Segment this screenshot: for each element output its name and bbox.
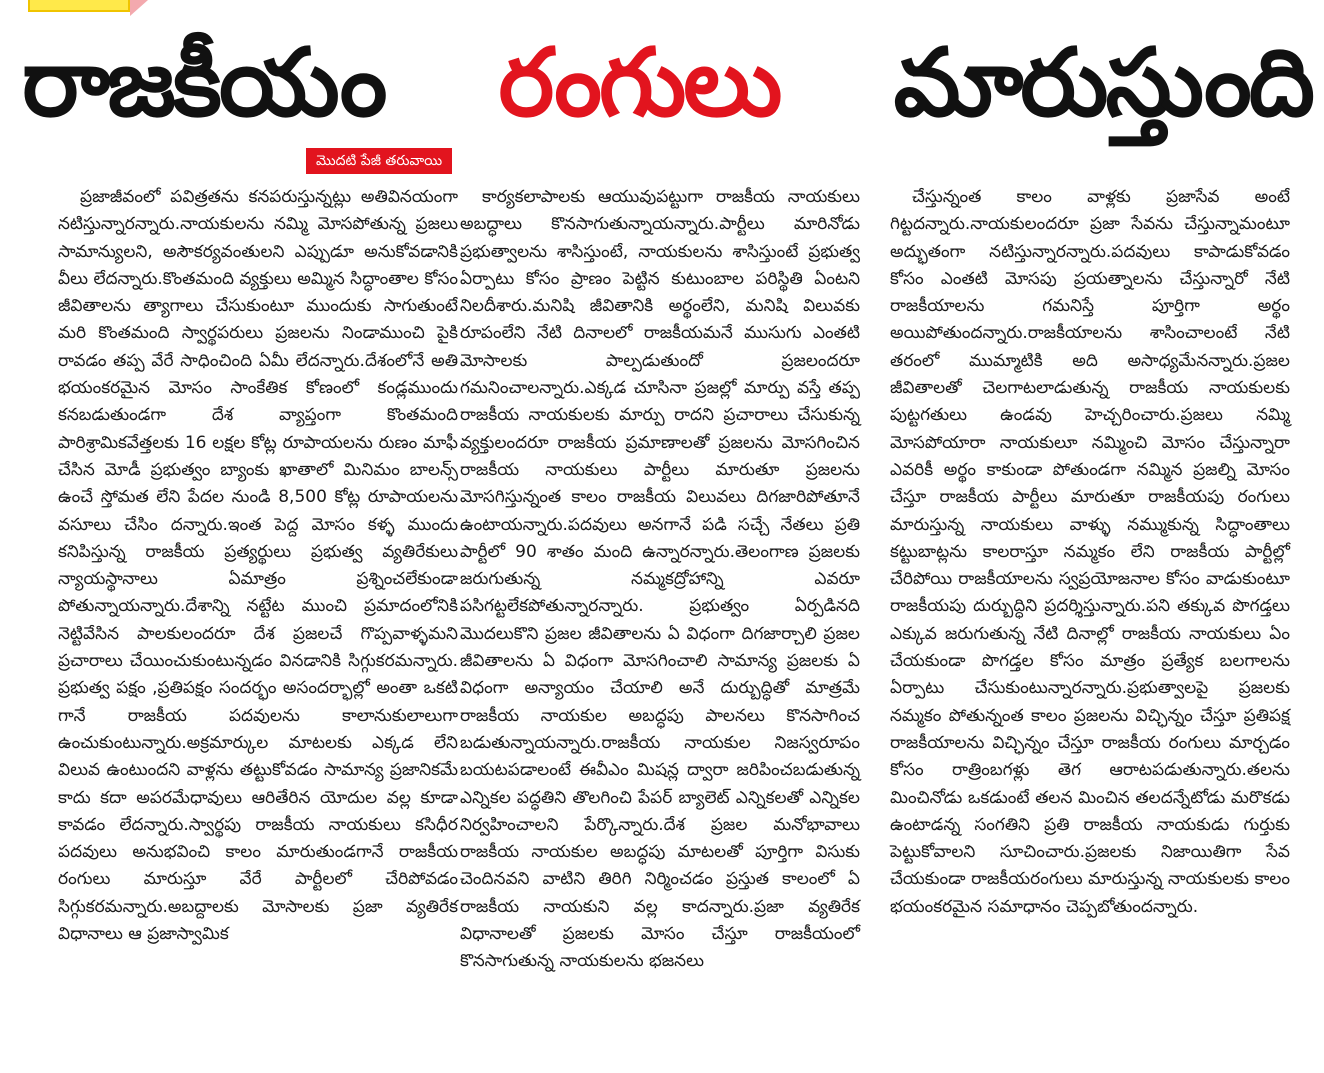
- article-text: కార్యకలాపాలకు ఆయువుపట్టుగా రాజకీయ నాయకులు అబద్ధాలు కొనసాగుతున్నాయన్నారు.పార్టీలు మారినోడు ప్రభుత్వాలను శాసిస్తుంటే, నాయకులను శాసిస్తుంటే ప్రభుత్వ ఏర్పాటు కోసం ప్రాణం పెట్టిన కుటుంబాల పరిస్థితి ఏంటని నిలదీశారు.మనిషి జీవితానికి అర్థంలేని, మనిషి విలువకు రూపంలేని నేటి దినాలలో రాజకీయమనే ముసుగు ఎంతటి మోసాలకు పాల్పడుతుందో ప్రజలందరూ గమనించాలన్నారు.ఎక్కడ చూసినా ప్రజల్లో మార్పు వస్తే తప్ప రాజకీయ నాయకులకు మార్పు రాదని ప్రచారాలు చేసుకున్న వ్యక్తులందరూ రాజకీయ ప్రమాణాలతో ప్రజలను మోసగించిన రాజకీయ నాయకులు పార్టీలు మారుతూ ప్రజలను మోసగిస్తున్నంత కాలం రాజకీయ విలువలు దిగజారిపోతూనే ఉంటాయన్నారు.పదవులు అనగానే పడి సచ్చే నేతలు ప్రతి పార్టీలో 90 శాతం మంది ఉన్నారన్నారు.తెలంగాణ ప్రజలకు జరుగుతున్న నమ్మకద్రోహాన్ని ఎవరూ పసిగట్టలేకపోతున్నారన్నారు. ప్రభుత్వం ఏర్పడినది మొదలుకొని ప్రజల జీవితాలను ఏ విధంగా దిగజార్చాలి ప్రజల జీవితాలను ఏ విధంగా మోసగించాలి సామాన్య ప్రజలకు ఏ విధంగా అన్యాయం చేయాలి అనే దుర్బుద్ధితో మాత్రమే రాజకీయ నాయకుల అబద్ధపు పాలనలు కొనసాగించ బడుతున్నాయన్నారు.రాజకీయ నాయకుల నిజస్వరూపం బయటపడాలంటే ఈవీఎం మిషన్ల ద్వారా జరిపించబడుతున్న ఎన్నికల పద్ధతిని తొలగించి పేపర్ బ్యాలెట్ ఎన్నికలతో ఎన్నికల నిర్వహించాలని పేర్కొన్నారు.దేశ ప్రజల మనోభావాలు రాజకీయ నాయకుల అబద్ధపు మాటలతో పూర్తిగా విసుకు చెందినవని వాటిని తిరిగి నిర్మించడం ప్రస్తుత కాలంలో ఏ రాజకీయ నాయకుని వల్ల కాదన్నారు.ప్రజా వ్యతిరేక విధానాలతో ప్రజలకు మోసం చేస్తూ రాజకీయంలో కొనసాగుతున్న నాయకులను భజనలు: [460, 187, 860, 972]
- corner-tab: [28, 0, 130, 12]
- headline-part-3: మారుస్తుంది: [893, 29, 1312, 138]
- article-text: చేస్తున్నంత కాలం వాళ్లకు ప్రజాసేవ అంటే గిట్టదన్నారు.నాయకులందరూ ప్రజా సేవను చేస్తున్నామంటూ అద్భుతంగా నటిస్తున్నారన్నారు.పదవులు కాపాడుకోవడం కోసం ఎంతటి మోసపు ప్రయత్నాలను చేస్తున్నారో నేటి రాజకీయాలను గమనిస్తే పూర్తిగా అర్థం అయిపోతుందన్నారు.రాజకీయాలను శాసించాలంటే నేటి తరంలో ముమ్మాటికి అది అసాధ్యమేనన్నారు.ప్రజల జీవితాలతో చెలగాటలాడుతున్న రాజకీయ నాయకులకు పుట్టగతులు ఉండవు హెచ్చరించారు.ప్రజలు నమ్మి మోసపోయారా నాయకులూ నమ్మించి మోసం చేస్తున్నారా ఎవరికీ అర్థం కాకుండా పోతుండగా నమ్మిన ప్రజల్ని మోసం చేస్తూ రాజకీయ పార్టీలు మారుతూ రాజకీయపు రంగులు మారుస్తున్న నాయకులు వాళ్ళు నమ్ముకున్న సిద్ధాంతాలు కట్టుబాట్లను కాలరాస్తూ నమ్మకం లేని రాజకీయ పార్టీల్లో చేరిపోయి రాజకీయాలను స్వప్రయోజనాల కోసం వాడుకుంటూ రాజకీయపు దుర్బుద్ధిని ప్రదర్శిస్తున్నారు.పని తక్కువ పొగడ్తలు ఎక్కువ జరుగుతున్న నేటి దినాల్లో రాజకీయ నాయకులు ఏం చేయకుండా పొగడ్తల కోసం మాత్రం ప్రత్యేక బలగాలను ఏర్పాటు చేసుకుంటున్నారన్నారు.ప్రభుత్వాలపై ప్రజలకు నమ్మకం పోతున్నంత కాలం ప్రజలను విచ్ఛిన్నం చేస్తూ ప్రతిపక్ష రాజకీయాలను విచ్ఛిన్నం చేస్తూ రాజకీయ రంగులు మార్చడం కోసం రాత్రింబగళ్లు తెగ ఆరాటపడుతున్నారు.తలను మించినోడు ఒకడుంటే తలన మించిన తలదన్నేటోడు మరొకడు ఉంటాడన్న సంగతిని ప్రతి రాజకీయ నాయకుడు గుర్తుకు పెట్టుకోవాలని సూచించారు.ప్రజలకు నిజాయితిగా సేవ చేయకుండా రాజకీయరంగులు మారుస్తున్న నాయకులకు కాలం భయంకరమైన సమాధానం చెప్పబోతుందన్నారు.: [890, 187, 1290, 917]
- article-text: ప్రజాజీవంలో పవిత్రతను కనపరుస్తున్నట్లు అతివినయంగా నటిస్తున్నారన్నారు.నాయకులను నమ్మి మోసపోతున్న ప్రజలు సామాన్యులని, అసౌకర్యవంతులని ఎప్పుడూ అనుకోవడానికి వీలు లేదన్నారు.కొంతమంది వ్యక్తులు అమ్మిన సిద్ధాంతాల కోసం జీవితాలను త్యాగాలు చేసుకుంటూ ముందుకు సాగుతుంటే మరి కొంతమంది స్వార్థపరులు ప్రజలను నిండాముంచి పైకి రావడం తప్ప వేరే సాధించింది ఏమీ లేదన్నారు.దేశంలోనే అతి భయంకరమైన మోసం సాంకేతిక కోణంలో కండ్లముందు కనబడుతుండగా దేశ వ్యాప్తంగా కొంతమంది పారిశ్రామికవేత్తలకు 16 లక్షల కోట్ల రూపాయలను రుణం మాఫీ చేసిన మోడీ ప్రభుత్వం బ్యాంకు ఖాతాలో మినిమం బాలన్స్ ఉంచే స్తోమత లేని పేదల నుండి 8,500 కోట్ల రూపాయలను వసూలు చేసిం దన్నారు.ఇంత పెద్ద మోసం కళ్ళ ముందు కనిపిస్తున్న రాజకీయ ప్రత్యర్థులు ప్రభుత్వ వ్యతిరేకులు న్యాయస్థానాలు ఏమాత్రం ప్రశ్నించలేకుండా పోతున్నాయన్నారు.దేశాన్ని నట్టేట ముంచి ప్రమాదంలోనికి నెట్టివేసిన పాలకులందరూ దేశ ప్రజలచే గొప్పవాళ్ళమని ప్రచారాలు చేయించుకుంటున్నడం వినడానికి సిగ్గుకరమన్నారు. ప్రభుత్వ పక్షం ,ప్రతిపక్షం సందర్భం అసందర్భాల్లో అంతా ఒకటి గానే రాజకీయ పదవులను కాలానుకులాలుగా ఉంచుకుంటున్నారు.అక్రమార్కుల మాటలకు ఎక్కడ లేని విలువ ఉంటుందని వాళ్లను తట్టుకోవడం సామాన్య ప్రజానికమే కాదు కదా అపరమేధావులు ఆరితేరిన యోదుల వల్ల కూడా కావడం లేదన్నారు.స్వార్థపు రాజకీయ నాయకులు కసిధీర పదవులు అనుభవించి కాలం మారుతుండగానే రాజకీయ రంగులు మారుస్తూ వేరే పార్టీలలో చేరిపోవడం సిగ్గుకరమన్నారు.అబద్దాలకు మోసాలకు ప్రజా వ్యతిరేక విధానాలు ఆ ప్రజాస్వామిక: [58, 187, 458, 945]
- article-column-3: [890, 184, 1290, 921]
- headline: [22, 14, 1312, 154]
- article-column-2: [460, 184, 860, 976]
- headline-part-1: రాజకీయం: [22, 29, 385, 138]
- headline-part-2: రంగులు: [498, 29, 780, 138]
- article-column-1: [58, 184, 458, 948]
- continuation-kicker: మొదటి పేజీ తరువాయి: [306, 148, 452, 174]
